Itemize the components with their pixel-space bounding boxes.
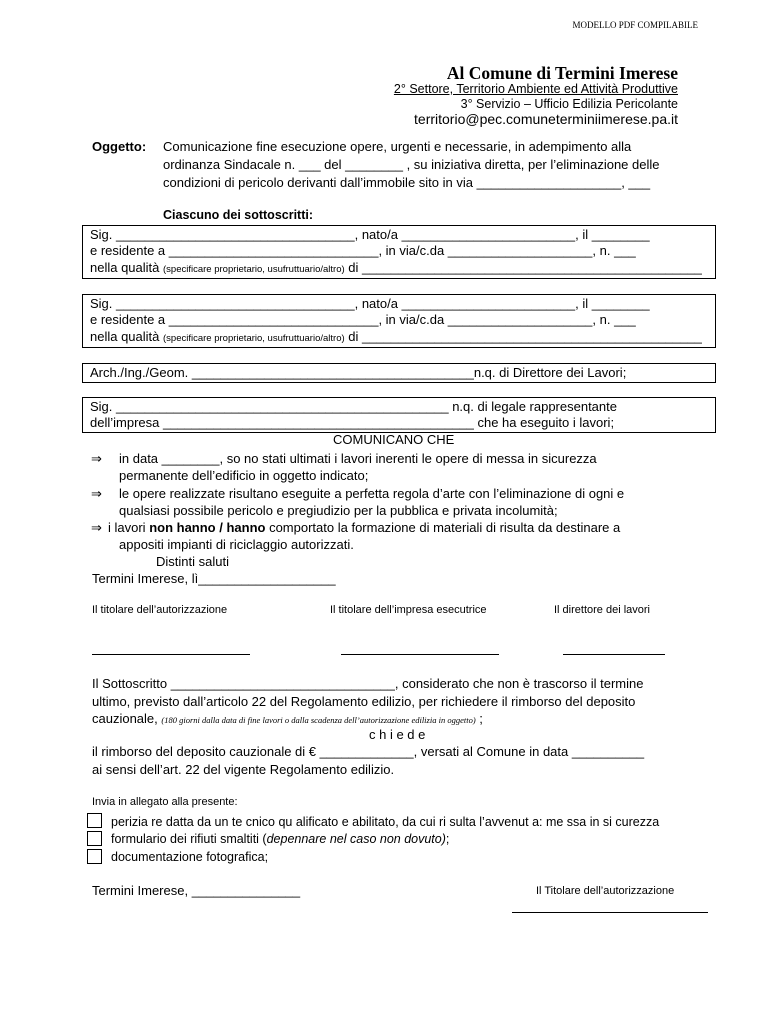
point-3-line-1: [108, 520, 620, 535]
point-1-line-1: in data ________, so no stati ultimati i lavori inerenti le opere di messa in sicurezza: [119, 451, 597, 466]
rimborso-line[interactable]: il rimborso del deposito cauzionale di € _____________, versati al Comune in data __________: [92, 744, 645, 759]
cauzionale-label: cauzionale,: [92, 711, 158, 726]
formulario-note: depennare nel caso non dovuto): [266, 832, 446, 846]
hanno-option[interactable]: hanno: [226, 520, 266, 535]
allegato-perizia-label: perizia re datta da un te cnico qu alificato e abilitato, da cui ri sulta l’avvenut a: me ssa in si curezza: [111, 815, 660, 829]
footer-firma-label: Il Titolare dell’autorizzazione: [536, 885, 675, 897]
point-3-post: comportato la formazione di materiali di risulta da destinare a: [265, 520, 621, 535]
point-3-pre: i lavori: [108, 520, 150, 535]
person-1-line-1[interactable]: Sig. _________________________________, nato/a ________________________, il ________: [90, 227, 650, 242]
direttore-line[interactable]: Arch./Ing./Geom. _______________________________________n.q. di Direttore dei Lavori;: [90, 365, 627, 380]
qualita-label: nella qualità: [90, 260, 160, 275]
footer-signature-line[interactable]: [512, 912, 708, 913]
recipient-sector: 2° Settore, Territorio Ambiente ed Attività Produttive: [393, 82, 678, 96]
oggetto-line-2: ordinanza Sindacale n. ___ del ________ , su iniziativa diretta, per l’eliminazione delle: [163, 157, 660, 172]
form-type-label: MODELLO PDF COMPILABILE: [572, 20, 698, 30]
recipient-pec: territorio@pec.comuneterminiimerese.pa.it: [414, 111, 678, 127]
signature-line-2[interactable]: [341, 654, 499, 655]
qualita-field: di _______________________________________________: [348, 260, 702, 275]
option-separator: /: [215, 520, 227, 535]
point-2-line-1: le opere realizzate risultano eseguite a perfetta regola d’arte con l’eliminazione di ogni e: [119, 486, 625, 501]
person-1-line-3[interactable]: [90, 260, 702, 275]
checkbox-documentazione[interactable]: [87, 849, 102, 864]
point-2-line-2: qualsiasi possibile pericolo e pregiudizio per la pubblica e privata incolumità;: [119, 503, 558, 518]
recipient-service: 3° Servizio – Ufficio Edilizia Pericolante: [460, 97, 678, 111]
person-1-line-2[interactable]: e residente a _____________________________, in via/c.da ____________________, n. ___: [90, 243, 636, 258]
impresa-box: [82, 397, 716, 433]
allegati-title: Invia in allegato alla presente:: [92, 796, 238, 808]
person-2-line-1[interactable]: Sig. _________________________________, nato/a ________________________, il ________: [90, 296, 650, 311]
cauzionale-end: ;: [479, 711, 483, 726]
person-2-line-2[interactable]: e residente a _____________________________, in via/c.da ____________________, n. ___: [90, 312, 636, 327]
oggetto-line-3: condizioni di pericolo derivanti dall’immobile sito in via ____________________, ___: [163, 175, 651, 190]
checkbox-perizia[interactable]: [87, 813, 102, 828]
sottoscritto-line-2: ultimo, previsto dall’articolo 22 del Regolamento edilizio, per richiedere il rimborso del deposito: [92, 694, 636, 709]
non-hanno-option[interactable]: non hanno: [149, 520, 216, 535]
recipient-title: Al Comune di Termini Imerese: [446, 63, 678, 83]
sottoscritto-box-1: [82, 225, 716, 279]
arrow-icon: ⇒: [91, 520, 102, 535]
place-date-field[interactable]: Termini Imerese, lì___________________: [92, 571, 336, 586]
ciascuno-heading: Ciascuno dei sottoscritti:: [163, 208, 314, 222]
sottoscritto-line-1[interactable]: Il Sottoscritto _______________________________, considerato che non è trascorso il termine: [92, 676, 644, 691]
checkbox-formulario[interactable]: [87, 831, 102, 846]
qualita-hint: (specificare proprietario, usufruttuario/altro): [163, 264, 345, 275]
formulario-end: ;: [445, 832, 450, 846]
footer-place-date[interactable]: Termini Imerese, _______________: [92, 883, 301, 898]
cauzionale-note: (180 giorni dalla data di fine lavori o dalla scadenza dell’autorizzazione edilizia in oggetto): [161, 715, 476, 725]
allegato-documentazione-label: documentazione fotografica;: [111, 850, 269, 864]
qualita-label: nella qualità: [90, 329, 160, 344]
arrow-icon: ⇒: [91, 451, 102, 466]
signatory-direttore-lavori: Il direttore dei lavori: [554, 604, 650, 616]
rimborso-riferimento: ai sensi dell’art. 22 del vigente Regolamento edilizio.: [92, 762, 395, 777]
formulario-text: formulario dei rifiuti smaltiti (: [111, 832, 267, 846]
saluti: Distinti saluti: [156, 554, 229, 569]
arrow-icon: ⇒: [91, 486, 102, 501]
allegato-formulario-label: [111, 832, 449, 846]
sottoscritto-line-3: [92, 711, 483, 726]
signatory-titolare-autorizzazione: Il titolare dell’autorizzazione: [92, 604, 228, 616]
chiede-heading: c h i e d e: [369, 727, 426, 742]
qualita-hint: (specificare proprietario, usufruttuario/altro): [163, 333, 345, 344]
qualita-field: di _______________________________________________: [348, 329, 702, 344]
sottoscritto-box-2: [82, 294, 716, 348]
impresa-line-2[interactable]: dell’impresa ___________________________________________ che ha eseguito i lavori;: [90, 415, 615, 430]
signature-line-1[interactable]: [92, 654, 250, 655]
oggetto-label: Oggetto:: [92, 139, 147, 154]
person-2-line-3[interactable]: [90, 329, 702, 344]
direttore-box: [82, 363, 716, 383]
point-3-line-2: appositi impianti di riciclaggio autorizzati.: [119, 537, 354, 552]
point-1-line-2: permanente dell’edificio in oggetto indicato;: [119, 468, 369, 483]
signatory-titolare-impresa: Il titolare dell’impresa esecutrice: [330, 604, 487, 616]
oggetto-line-1: Comunicazione fine esecuzione opere, urgenti e necessarie, in adempimento alla: [163, 139, 632, 154]
comunicano-heading: COMUNICANO CHE: [333, 432, 455, 447]
impresa-line-1[interactable]: Sig. ______________________________________________ n.q. di legale rappresentante: [90, 399, 617, 414]
signature-line-3[interactable]: [563, 654, 665, 655]
